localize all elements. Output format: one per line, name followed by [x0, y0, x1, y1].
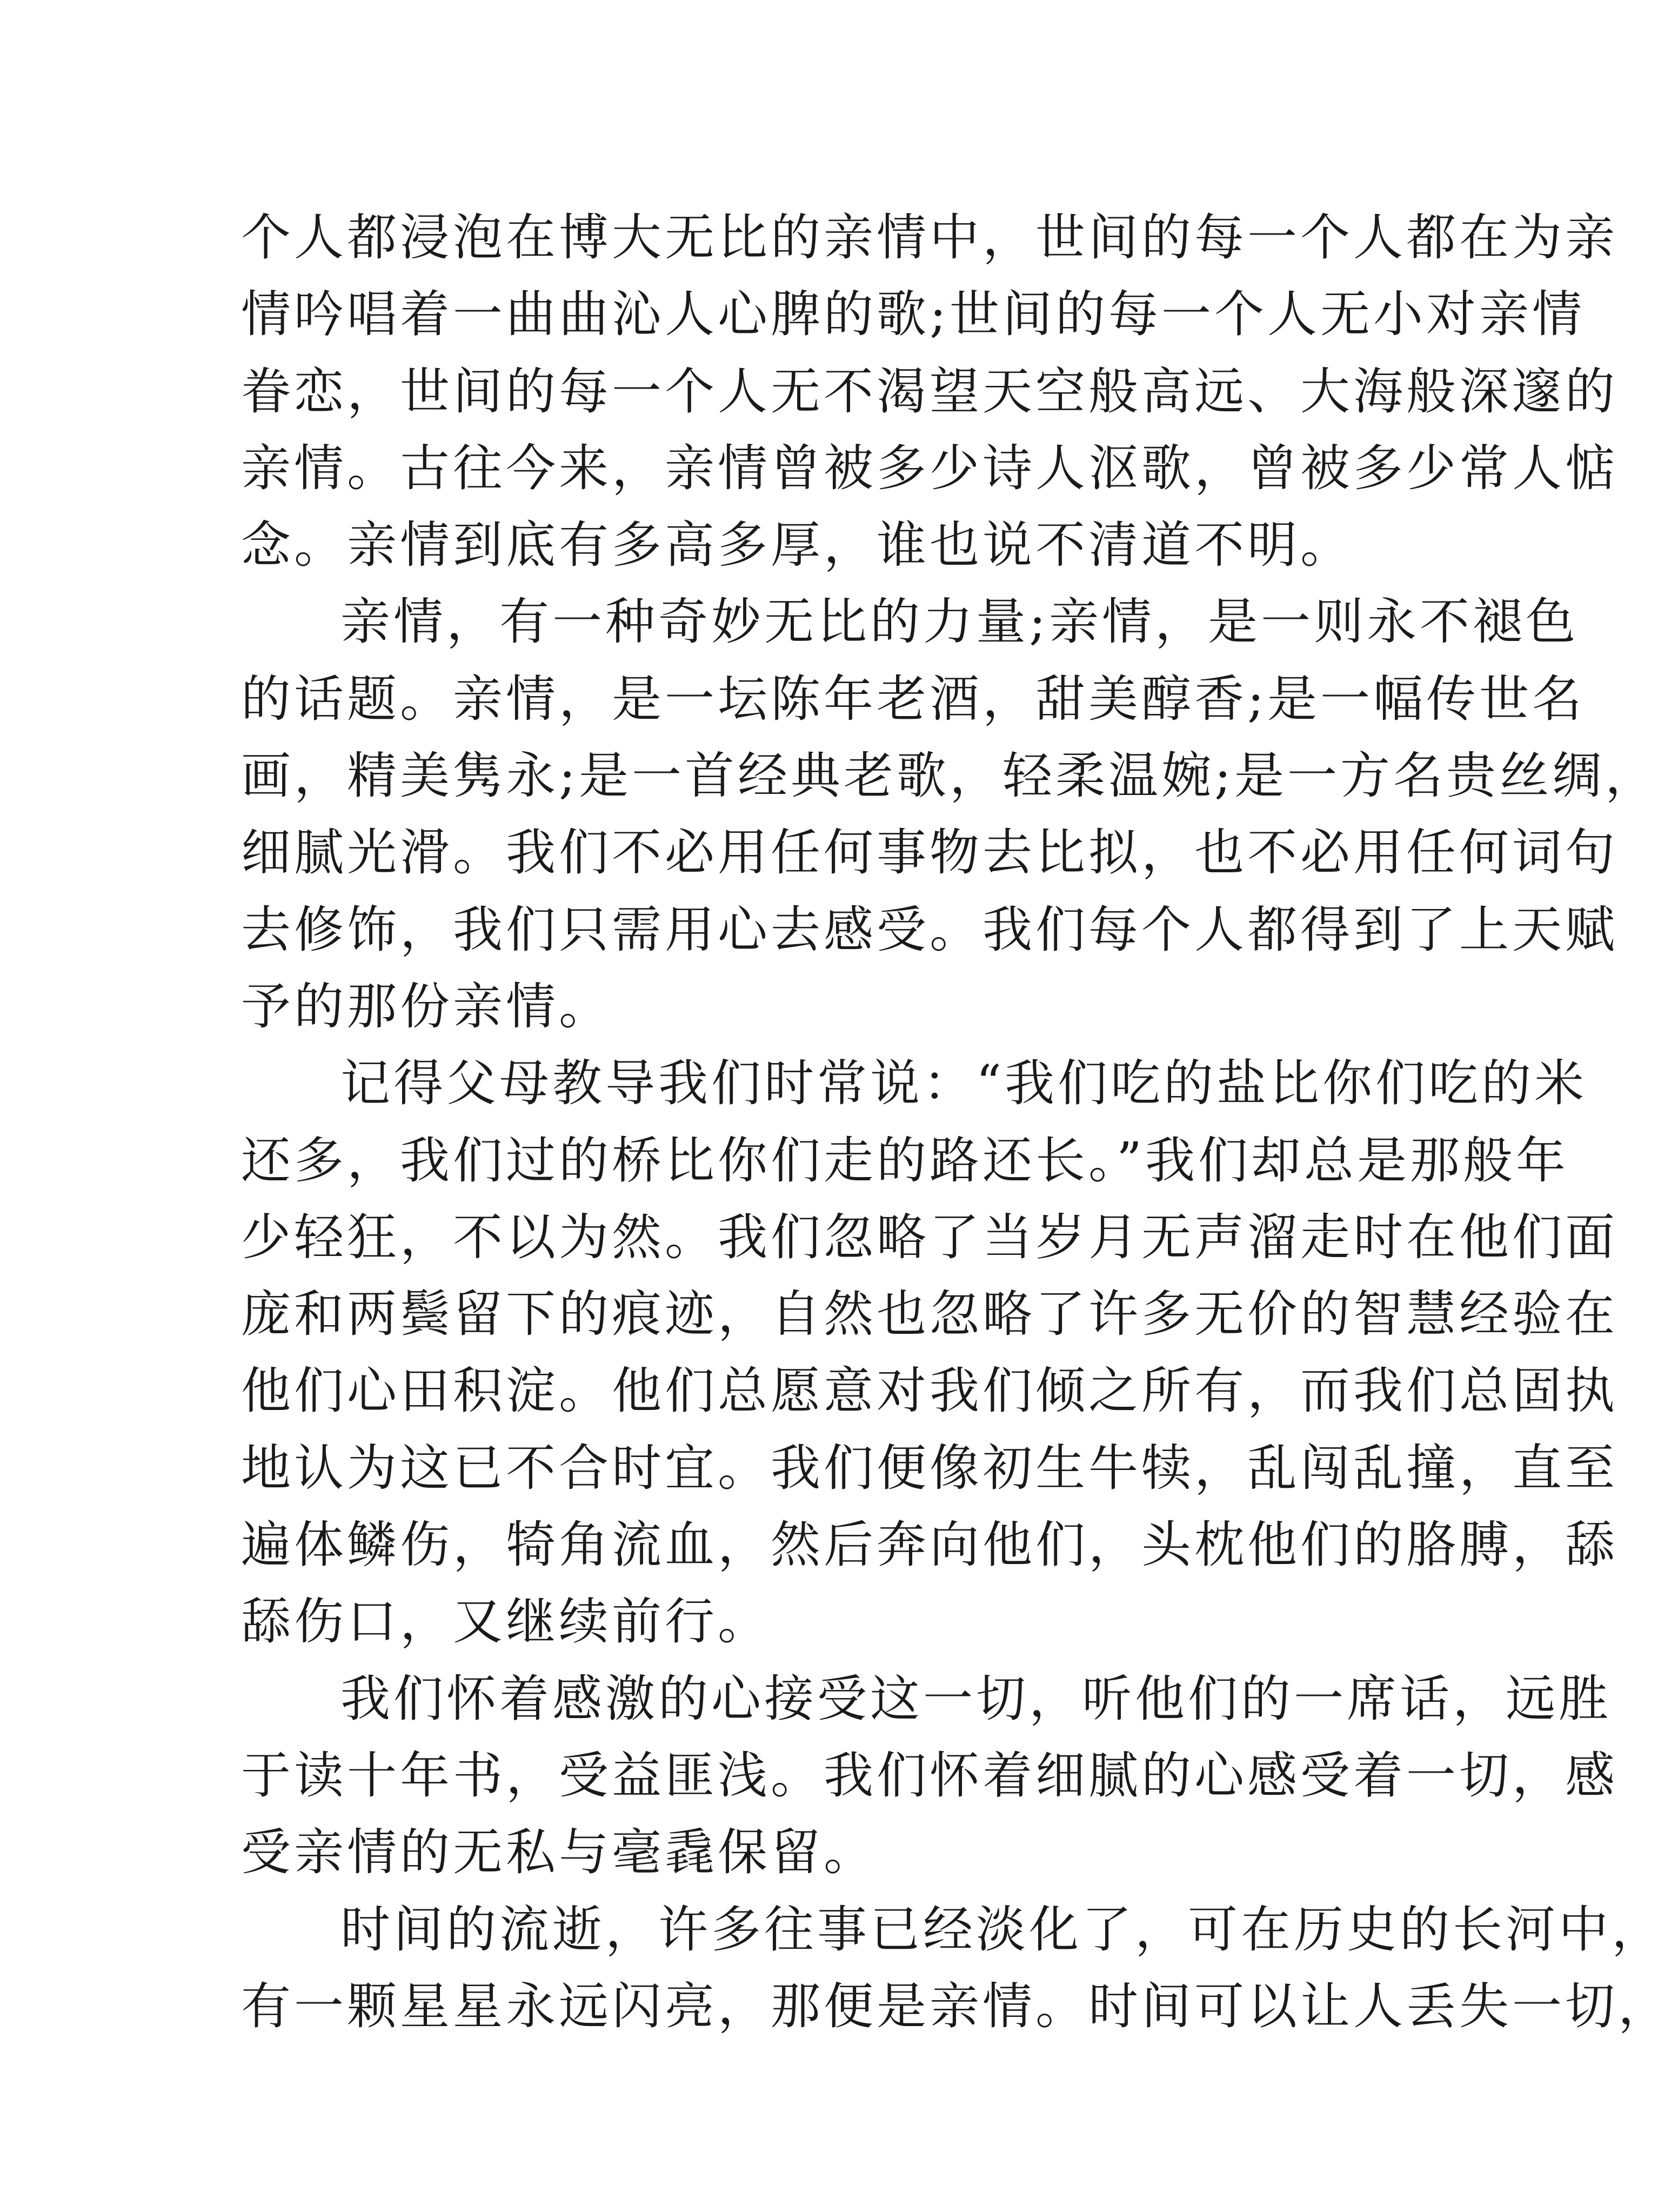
text-line: 予的那份亲情。 [241, 977, 612, 1035]
document-body [241, 199, 1671, 2045]
text-line: 个人都浸泡在博大无比的亲情中，世间的每一个人都在为亲 [241, 209, 1619, 266]
text-line: 庞和两鬓留下的痕迹，自然也忽略了许多无价的智慧经验在 [241, 1285, 1619, 1344]
text-line: 细腻光滑。我们不必用任何事物去比拟，也不必用任何词句 [241, 824, 1619, 882]
text-line: 去修饰，我们只需用心去感受。我们每个人都得到了上天赋 [241, 900, 1619, 959]
text-line: 眷恋，世间的每一个人无不渴望天空般高远、大海般深邃的 [241, 362, 1619, 420]
text-line: 有一颗星星永远闪亮，那便是亲情。时间可以让人丢失一切， [241, 1977, 1671, 2035]
text-line: 亲情。古往今来，亲情曾被多少诗人沤歌，曾被多少常人惦 [241, 439, 1619, 497]
paragraph-first-line: 记得父母教导我们时常说：“我们吃的盐比你们吃的米 [340, 1054, 1588, 1113]
text-line: 地认为这已不合时宜。我们便像初生牛犊，乱闯乱撞，直至 [241, 1439, 1619, 1497]
text-line: 他们心田积淀。他们总愿意对我们倾之所有，而我们总固执 [241, 1362, 1619, 1420]
text-line: 少轻狂，不以为然。我们忽略了当岁月无声溜走时在他们面 [241, 1208, 1619, 1266]
text-line: 遍体鳞伤，犄角流血，然后奔向他们，头枕他们的胳膊，舔 [241, 1516, 1619, 1574]
text-line: 于读十年书，受益匪浅。我们怀着细腻的心感受着一切，感 [241, 1746, 1619, 1805]
paragraph-first-line: 我们怀着感激的心接受这一切，听他们的一席话，远胜 [340, 1669, 1612, 1728]
paragraph-first-line: 时间的流逝，许多往事已经淡化了，可在历史的长河中， [340, 1900, 1665, 1959]
text-line: 还多，我们过的桥比你们走的路还长。”我们却总是那般年 [241, 1131, 1569, 1189]
text-line: 情吟唱着一曲曲沁人心脾的歌;世间的每一个人无小对亲情 [241, 285, 1585, 344]
text-line: 舔伤口，又继续前行。 [241, 1593, 771, 1651]
text-line: 念。亲情到底有多高多厚，谁也说不清道不明。 [241, 516, 1354, 574]
text-line: 画，精美隽永;是一首经典老歌，轻柔温婉;是一方名贵丝绸， [241, 747, 1658, 805]
paragraph-first-line: 亲情，有一种奇妙无比的力量;亲情，是一则永不褪色 [340, 593, 1579, 651]
text-line: 受亲情的无私与毫毳保留。 [241, 1823, 877, 1882]
text-line: 的话题。亲情，是一坛陈年老酒，甜美醇香;是一幅传世名 [241, 670, 1585, 728]
